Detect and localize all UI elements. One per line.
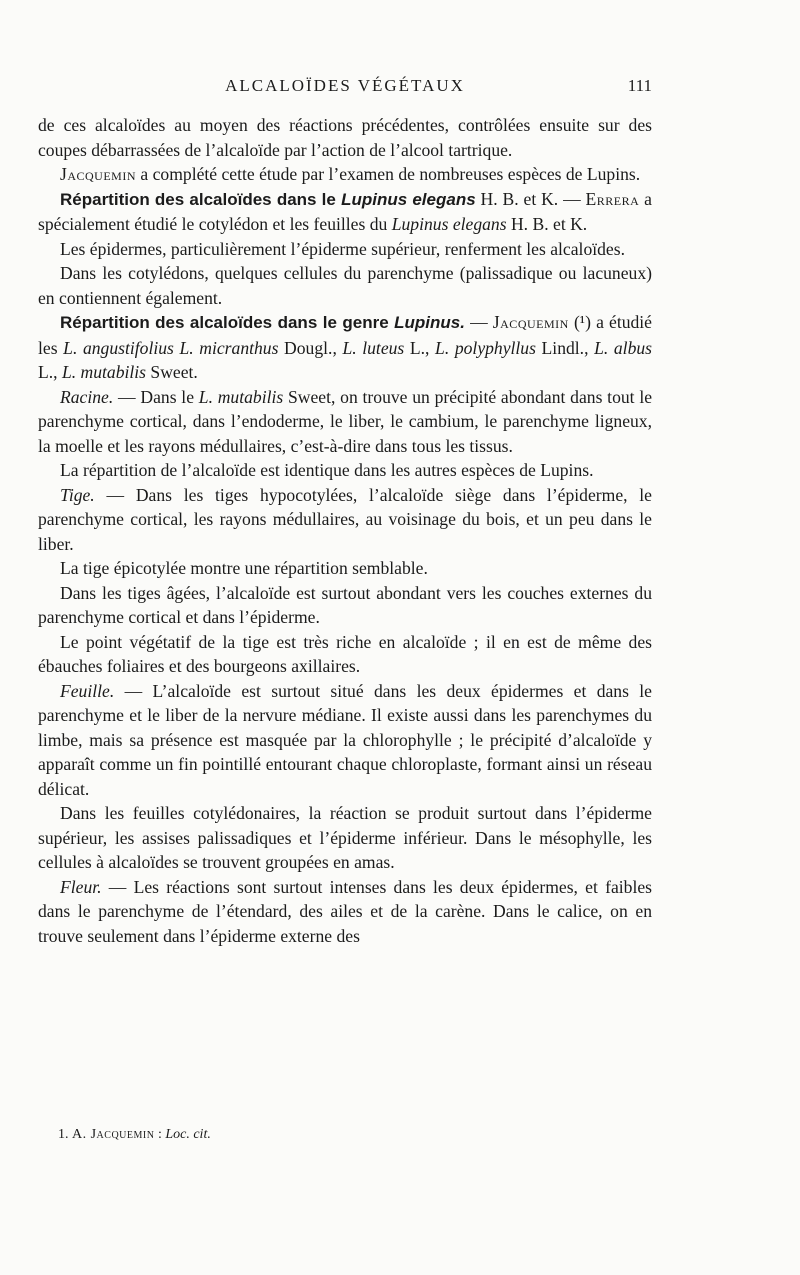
author-name: Jacquemin bbox=[60, 164, 137, 184]
subsection-label: Fleur. bbox=[60, 876, 102, 897]
paragraph-11: Dans les tiges âgées, l’alcaloïde est surtout abondant vers les couches externes du parenchyme cortical et dans l’épiderme. bbox=[38, 582, 652, 627]
species-name: L. mutabilis bbox=[198, 386, 284, 407]
paragraph-4: Les épidermes, particulièrement l’épiderme supérieur, renferment les alcaloïdes. bbox=[60, 238, 625, 259]
paragraph-5: Dans les cotylédons, quelques cellules du parenchyme (palissadique ou lacuneux) en contiennent également. bbox=[38, 263, 652, 308]
heading-genus: Lupinus. bbox=[394, 313, 465, 332]
species-name: L. micranthus bbox=[179, 337, 279, 358]
paragraph-9: Tige. — Dans les tiges hypocotylées, l’alcaloïde siège dans l’épiderme, le parenchyme cortical, les rayons médullaires, au voisinage du bois, et un peu dans le liber. bbox=[38, 484, 652, 554]
paragraph-7: Racine. — Dans le L. mutabilis Sweet, on trouve un précipité abondant dans tout le parenchyme cortical, dans l’endoderme, le liber, le cambium, le parenchyme ligneux, la moelle et les rayons médullaires, c’est-à-dire dans tous les tissus. bbox=[38, 386, 653, 456]
page-number: 111 bbox=[627, 76, 652, 95]
section-heading: Répartition des alcaloïdes dans le bbox=[60, 189, 342, 209]
species-name: L. albus bbox=[594, 337, 653, 358]
running-title: ALCALOÏDES VÉGÉTAUX bbox=[225, 76, 465, 95]
paragraph-8: La répartition de l’alcaloïde est identique dans les autres espèces de Lupins. bbox=[60, 460, 594, 480]
body-text bbox=[38, 113, 652, 948]
species-name: L. mutabilis bbox=[61, 362, 147, 382]
footnote-reference: (¹) bbox=[568, 312, 591, 332]
species-name: L. luteus bbox=[342, 337, 405, 358]
subsection-label: Tige. bbox=[60, 484, 95, 505]
paragraph-10: La tige épicotylée montre une répartition semblable. bbox=[60, 558, 428, 578]
footnote-citation: Loc. cit. bbox=[165, 1127, 211, 1142]
author-name: Errera bbox=[585, 188, 640, 209]
species-name: L. angustifolius bbox=[63, 337, 174, 358]
footnote-author: A. Jacquemin bbox=[72, 1127, 155, 1142]
paragraph-6: Répartition des alcaloïdes dans le genre Lupinus. — Jacquemin (¹) a étudié les L. angustifolius L. micranthus Dougl., L. luteus L., L. polyphyllus Lindl., L. albus L., L. mutabilis Sweet. bbox=[38, 312, 653, 382]
paragraph-12: Le point végétatif de la tige est très riche en alcaloïde ; il en est de même des ébauches foliaires et des bourgeons axillaires. bbox=[38, 631, 652, 676]
paragraph-3: Répartition des alcaloïdes dans le Lupinus elegans H. B. et K. — Errera a spécialement étudié le cotylédon et les feuilles du Lupinus elegans H. B. et K. bbox=[38, 188, 652, 234]
paragraph-14: Dans les feuilles cotylédonaires, la réaction se produit surtout dans l’épiderme supérieur, les assises palissadiques et l’épiderme inférieur. Dans le mésophylle, les cellules à alcaloïdes se trouvent groupées en amas. bbox=[38, 803, 652, 872]
heading-species: Lupinus elegans bbox=[341, 189, 476, 209]
paragraph-2: Jacquemin a complété cette étude par l’examen de nombreuses espèces de Lupins. bbox=[60, 164, 641, 184]
footnote-number: 1. bbox=[58, 1127, 69, 1142]
author-name: Jacquemin bbox=[492, 312, 569, 332]
footnote: 1. A. Jacquemin : Loc. cit. bbox=[58, 1127, 211, 1142]
page-header bbox=[38, 76, 652, 100]
species-name: Lupinus elegans bbox=[391, 214, 507, 234]
paragraph-13: Feuille. — L’alcaloïde est surtout situé dans les deux épidermes et dans le parenchyme et le liber de la nervure médiane. Il existe aussi dans les parenchymes du limbe, mais sa présence est masquée par la chlorophylle ; le précipité d’alcaloïde y apparaît comme un fin pointillé entourant chaque chloroplaste, formant ainsi un réseau délicat. bbox=[38, 680, 652, 799]
species-name: L. polyphyllus bbox=[435, 337, 536, 358]
paragraph-15: Fleur. — Les réactions sont surtout intenses dans les deux épidermes, et faibles dans le parenchyme de l’étendard, des ailes et de la carène. Dans le calice, on en trouve seulement dans l’épiderme externe des bbox=[38, 876, 652, 946]
section-heading: Répartition des alcaloïdes dans le genre bbox=[60, 313, 395, 332]
subsection-label: Racine. bbox=[60, 386, 114, 407]
paragraph-1: de ces alcaloïdes au moyen des réactions précédentes, contrôlées ensuite sur des coupes débarrassées de l’alcaloïde par l’action de l’alcool tartrique. bbox=[38, 115, 652, 160]
subsection-label: Feuille. bbox=[60, 680, 115, 701]
